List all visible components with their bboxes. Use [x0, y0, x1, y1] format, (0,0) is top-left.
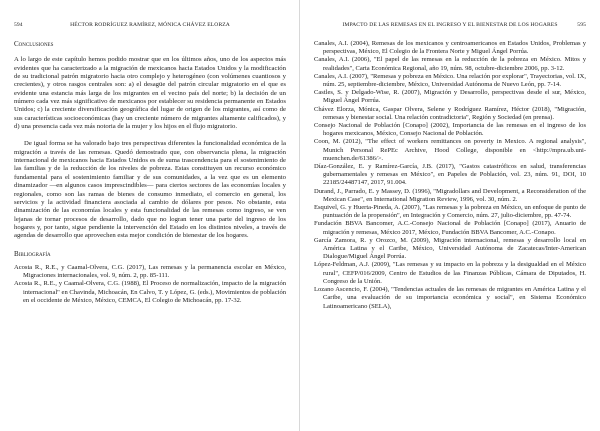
reference-item: Esquivel, G. y Huerta-Pineda, A. (2007), "Las remesas y la pobreza en México, un enfoque de punto de puntuación de la propensión", en Integración y Comercio, núm. 27, julio-diciembre, pp. 47-74. [314, 204, 586, 220]
running-head: HÉCTOR RODRÍGUEZ RAMÍREZ, MÓNICA CHÁVEZ ELORZA [70, 22, 230, 28]
reference-item: Durand, J., Parrado, E. y Massey, D. (1996), "Migradollars and Development, a Reconsideration of the Mexican Case", en International Migration Review, 1996, vol. 30, núm. 2. [314, 187, 586, 203]
reference-item: Canales, A.I. (2004), Remesas de los mexicanos y centroamericanos en Estados Unidos, Problemas y perspectivas, México, El Colegio de la Frontera Norte y Miguel Ángel Porrúa. [314, 40, 586, 56]
reference-item: Coon, M. (2012), "The effect of workers remittances on poverty in Mexico. A regional analysis", Munich Personal RePEc Archive, Hood College, disponible en <http://mpra.ub.uni-muenchen.de/61386/>. [314, 138, 586, 162]
bibliography-heading: Bibliografía [14, 249, 51, 258]
paragraph: De igual forma se ha valorado bajo tres perspectivas diferentes la funcionalidad económica de la migración a través de las remesas. Quedó demostrado que, con observancia plena, la migración internacional de mexicanos hacia Estados Unidos es de suma trascendencia para el sostenimiento de las familias y de la reducción de los niveles de pobreza. Estas constituyen un recurso económico fundamental para el sostenimiento familiar y de sus comunidades, a la vez que es un elemento dinamizador —en algunos casos imprescindibles— para ciertos sectores de las economías locales y regionales, como son las ramas de bienes de consumo inmediato, el comercio en general, los servicios y la actividad financiera asociada al cambio de dólares por pesos. No obstante, esta dinamización de las economías locales y esta funcionalidad de las remesas como ingreso, se ven lejanas de tornar procesos de desarrollo, dado que no logran tener una parte del ingreso de los hogares y, por tanto, sigue pendiente la intervención del Estado en los distintos niveles, a través de agendas de desarrollo que aprovechen esta mejor condición de bienestar de los hogares. [14, 140, 286, 240]
left-page-header [14, 22, 286, 32]
reference-item: Lozano Ascencio, F. (2004), "Tendencias actuales de las remesas de migrantes en América Latina y el Caribe, una evaluación de su importancia económica y social", en Sistema Económico Latinoamericano (SELA), [314, 286, 586, 310]
running-head: IMPACTO DE LAS REMESAS EN EL INGRESO Y EL BIENESTAR DE LOS HOGARES [342, 22, 558, 28]
conclusions-heading: Conclusiones [14, 40, 54, 48]
reference-item: Castles, S. y Delgado-Wise, R. (2007), Migración y Desarrollo, perspectivas desde el sur, México, Miguel Ángel Porrúa. [314, 89, 586, 105]
paragraph: A lo largo de este capítulo hemos podido mostrar que en los últimos años, uno de los aspectos más evidentes que ha caracterizado a la migración de mexicanos hacia Estados Unidos y la modificación de su tradicional patrón migratorio hacia otro complejo y heterogéneo (con volúmenes cuantiosos y crecientes), y otros rasgos centrales son: a) el desagüe del patrón circular migratorio en el que es evidente una estancia más larga de los migrantes en el vecino país del norte; b) la decisión de un número cada vez más significativo de mexicanos por establecer su residencia permanente en Estados Unidos; c) la creciente diversificación geográfica del lugar de origen de los migrantes, así como de sus características socioeconómicas (hay un creciente número de migrantes altamente calificados), y d) una presencia cada vez más notoria de la mujer y los hijos en el flujo migratorio. [14, 56, 286, 131]
reference-item: Chávez Elorza, Mónica, Gaspar Olvera, Selene y Rodríguez Ramírez, Héctor (2018), "Migración, remesas y bienestar social. Una relación contradictoria", Región y Sociedad (en prensa). [314, 105, 586, 121]
reference-item: Canales, A.I. (2007), "Remesas y pobreza en México. Una relación por explorar", Trayectorias, vol. IX, núm. 25, septiembre-diciembre, México, Universidad Autónoma de Nuevo León, pp. 7-14. [314, 72, 586, 89]
left-column [14, 40, 286, 305]
page-number: 595 [577, 22, 586, 28]
reference-item: Acosta R., R.E., y Caamal-Olvera, C.G. (2017), Las remesas y la permanencia escolar en México, Migraciones internacionales, vol. 9, núm. 2, pp. 85-111. [14, 263, 286, 280]
page-number: 594 [14, 22, 23, 28]
right-page-header [314, 22, 586, 32]
right-page [300, 0, 600, 431]
reference-item: López-Feldman, A.J. (2009), "Las remesas y su impacto en la pobreza y la desigualdad en el México rural", CEFP/016/2009, Centro de Estudios de las Finanzas Públicas, Cámara de Diputados, H. Congreso de la Unión. [314, 261, 586, 285]
reference-item: Consejo Nacional de Población [Conapo] (2002), Importancia de las remesas en el ingreso de los hogares mexicanos, México, Consejo Nacional de Población. [314, 122, 586, 138]
reference-item: García Zamora, R. y Orozco, M. (2009), Migración internacional, remesas y desarrollo local en América Latina y el Caribe, México, Universidad Autónoma de Zacatecas/Inter-American Dialogue/Miguel Ángel Porrúa. [314, 236, 586, 261]
reference-item: Canales, A.I. (2006), "El papel de las remesas en la reducción de la pobreza en México. Mitos y realidades", Carta Económica Regional, año 19, núm. 98, octubre-diciembre 2006, pp. 3-12. [314, 56, 586, 72]
right-column [314, 40, 586, 311]
reference-item: Díaz-González, E. y Ramírez-García, J.B. (2017), "Gastos catastróficos en salud, transferencias gubernamentales y remesas en México", en Papeles de Población, vol. 23, núm. 91, DOI, 10 22185/24487147, 2017, 91.004. [314, 163, 586, 187]
reference-item: Fundación BBVA Bancomer, A.C.-Consejo Nacional de Población [Conapo] (2017), Anuario de migración y remesas, México 2017, México, Fundación BBVA Bancomer, A.C.-Conapo. [314, 220, 586, 236]
reference-item: Acosta R., R.E., y Caamal-Olvera, C.G. (1988), El Proceso de normalización, impacto de la migración internacional" en Chavinda, Michoacán, En Calvo, T. y López, G. (eds.), Movimientos de población en el occidente de México, México, CEMCA, El Colegio de Michoacán, pp. 17-32. [14, 280, 286, 304]
